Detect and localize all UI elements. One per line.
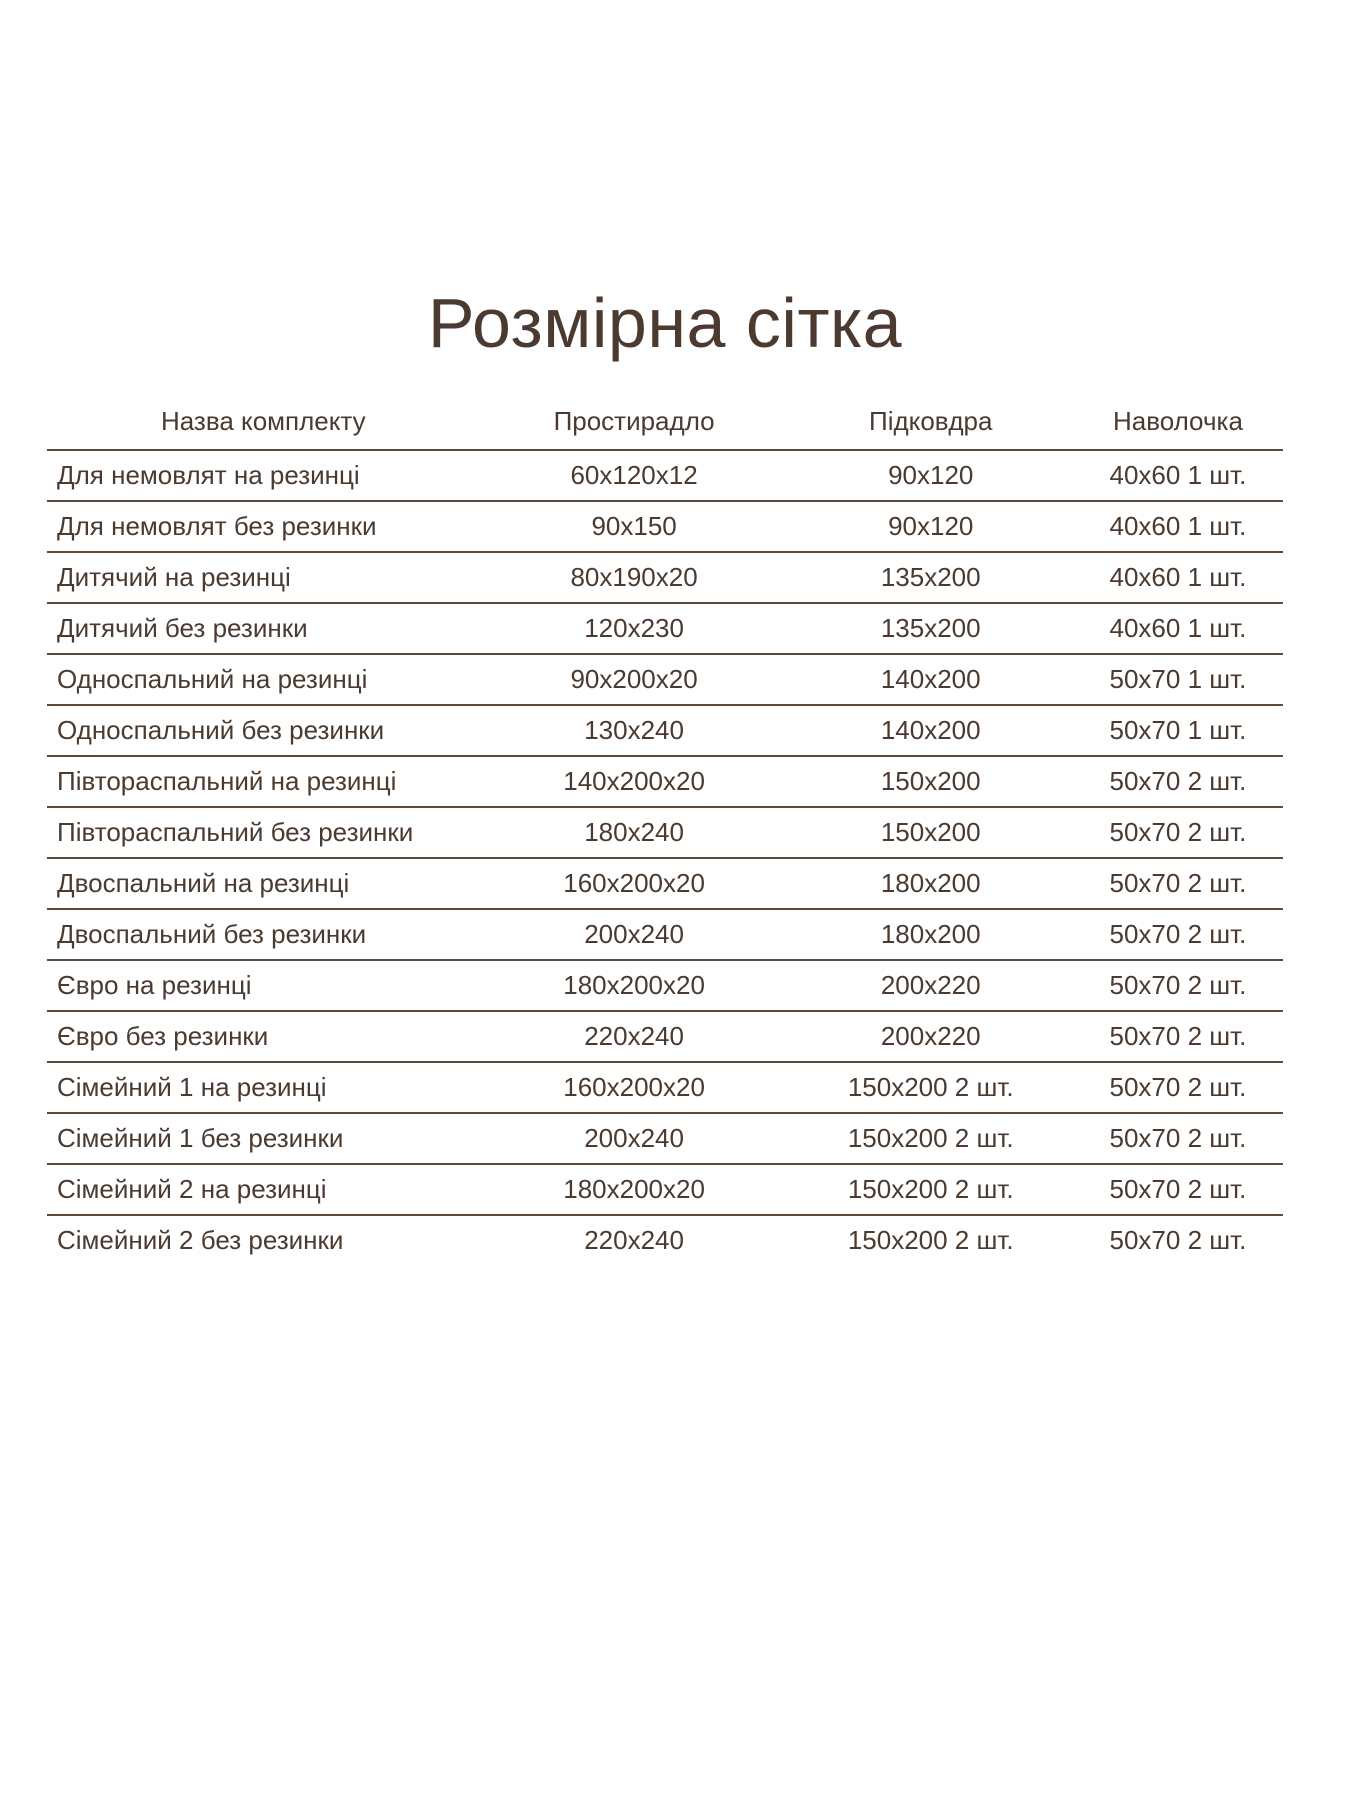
cell-sheet: 140х200х20 — [480, 756, 789, 807]
cell-pillowcase: 50х70 2 шт. — [1073, 807, 1283, 858]
cell-duvet-cover: 150х200 2 шт. — [789, 1113, 1073, 1164]
cell-set-name: Двоспальний без резинки — [47, 909, 480, 960]
table-row — [47, 450, 1283, 501]
cell-pillowcase: 50х70 2 шт. — [1109, 1225, 1247, 1255]
cell-duvet-cover: 135х200 — [789, 603, 1073, 654]
cell-sheet: 80х190х20 — [480, 552, 789, 603]
cell-set-name: Односпальний на резинці — [47, 654, 480, 705]
cell-set-name: Євро без резинки — [47, 1011, 480, 1062]
cell-duvet-cover: 150х200 2 шт. — [789, 1062, 1073, 1113]
table-body — [47, 450, 1283, 1265]
cell-sheet: 90х150 — [480, 501, 789, 552]
table-header — [47, 393, 1283, 450]
cell-set-name: Для немовлят без резинки — [47, 501, 480, 552]
cell-pillowcase: 40х60 1 шт. — [1073, 501, 1283, 552]
column-header-sheet: Простирадло — [480, 393, 789, 450]
cell-pillowcase: 40х60 1 шт. — [1073, 603, 1283, 654]
cell-set-name: Півтораспальний на резинці — [47, 756, 480, 807]
cell-pillowcase: 40х60 1 шт. — [1073, 552, 1283, 603]
cell-pillowcase: 50х70 2 шт. — [1073, 858, 1283, 909]
cell-pillowcase: 40х60 1 шт. — [1073, 450, 1283, 501]
cell-sheet: 180х240 — [480, 807, 789, 858]
cell-duvet-cover: 140х200 — [789, 705, 1073, 756]
table-row — [47, 552, 1283, 603]
cell-duvet-cover: 200х220 — [789, 960, 1073, 1011]
cell-set-name: Півтораспальний без резинки — [47, 807, 480, 858]
cell-sheet: 200х240 — [480, 909, 789, 960]
table-row — [47, 603, 1283, 654]
cell-pillowcase: 50х70 2 шт. — [1073, 909, 1283, 960]
column-header-set-name: Назва комплекту — [47, 393, 480, 450]
table-row — [47, 960, 1283, 1011]
cell-duvet-cover: 150х200 — [789, 807, 1073, 858]
column-header-pillowcase: Наволочка — [1073, 393, 1283, 450]
column-header-duvet-cover: Підковдра — [789, 393, 1073, 450]
cell-sheet: 130х240 — [480, 705, 789, 756]
cell-set-name: Для немовлят на резинці — [47, 450, 480, 501]
cell-duvet-cover: 180х200 — [789, 909, 1073, 960]
table-row — [47, 1011, 1283, 1062]
size-chart-table — [47, 393, 1283, 1265]
table-row — [47, 858, 1283, 909]
cell-sheet: 180х200х20 — [480, 960, 789, 1011]
cell-sheet: 60х120х12 — [480, 450, 789, 501]
table-row — [47, 1113, 1283, 1164]
cell-set-name: Сімейний 2 без резинки — [57, 1225, 344, 1255]
cell-duvet-cover: 180х200 — [789, 858, 1073, 909]
cell-pillowcase: 50х70 1 шт. — [1073, 654, 1283, 705]
cell-pillowcase: 50х70 1 шт. — [1073, 705, 1283, 756]
table-row — [47, 756, 1283, 807]
cell-duvet-cover: 90х120 — [789, 501, 1073, 552]
page-title: Розмірна сітка — [427, 284, 903, 362]
cell-set-name: Сімейний 1 на резинці — [47, 1062, 480, 1113]
cell-sheet: 160х200х20 — [480, 1062, 789, 1113]
cell-sheet: 160х200х20 — [480, 858, 789, 909]
cell-duvet-cover: 150х200 2 шт. — [847, 1225, 1014, 1255]
cell-set-name: Односпальний без резинки — [47, 705, 480, 756]
table-row — [47, 705, 1283, 756]
cell-pillowcase: 50х70 2 шт. — [1073, 1164, 1283, 1215]
cell-sheet: 120х230 — [480, 603, 789, 654]
cell-sheet: 200х240 — [480, 1113, 789, 1164]
cell-duvet-cover: 200х220 — [789, 1011, 1073, 1062]
cell-duvet-cover: 90х120 — [789, 450, 1073, 501]
table-row — [47, 807, 1283, 858]
cell-set-name: Сімейний 2 на резинці — [47, 1164, 480, 1215]
cell-sheet: 90х200х20 — [480, 654, 789, 705]
cell-set-name: Дитячий на резинці — [47, 552, 480, 603]
table-row — [47, 501, 1283, 552]
table-row — [47, 654, 1283, 705]
table-row — [47, 1164, 1283, 1215]
cell-duvet-cover: 150х200 2 шт. — [789, 1164, 1073, 1215]
header-row — [47, 393, 1283, 450]
cell-pillowcase: 50х70 2 шт. — [1073, 756, 1283, 807]
cell-set-name: Дитячий без резинки — [47, 603, 480, 654]
cell-duvet-cover: 140х200 — [789, 654, 1073, 705]
cell-pillowcase: 50х70 2 шт. — [1073, 1062, 1283, 1113]
cell-set-name: Сімейний 1 без резинки — [47, 1113, 480, 1164]
cell-sheet: 180х200х20 — [480, 1164, 789, 1215]
cell-set-name: Євро на резинці — [47, 960, 480, 1011]
cell-sheet: 220х240 — [584, 1225, 684, 1255]
cell-set-name: Двоспальний на резинці — [47, 858, 480, 909]
cell-pillowcase: 50х70 2 шт. — [1073, 1113, 1283, 1164]
table-row — [47, 1215, 1283, 1265]
cell-pillowcase: 50х70 2 шт. — [1073, 1011, 1283, 1062]
cell-duvet-cover: 135х200 — [789, 552, 1073, 603]
cell-duvet-cover: 150х200 — [789, 756, 1073, 807]
cell-pillowcase: 50х70 2 шт. — [1073, 960, 1283, 1011]
table-row — [47, 1062, 1283, 1113]
cell-sheet: 220х240 — [480, 1011, 789, 1062]
table-row — [47, 909, 1283, 960]
